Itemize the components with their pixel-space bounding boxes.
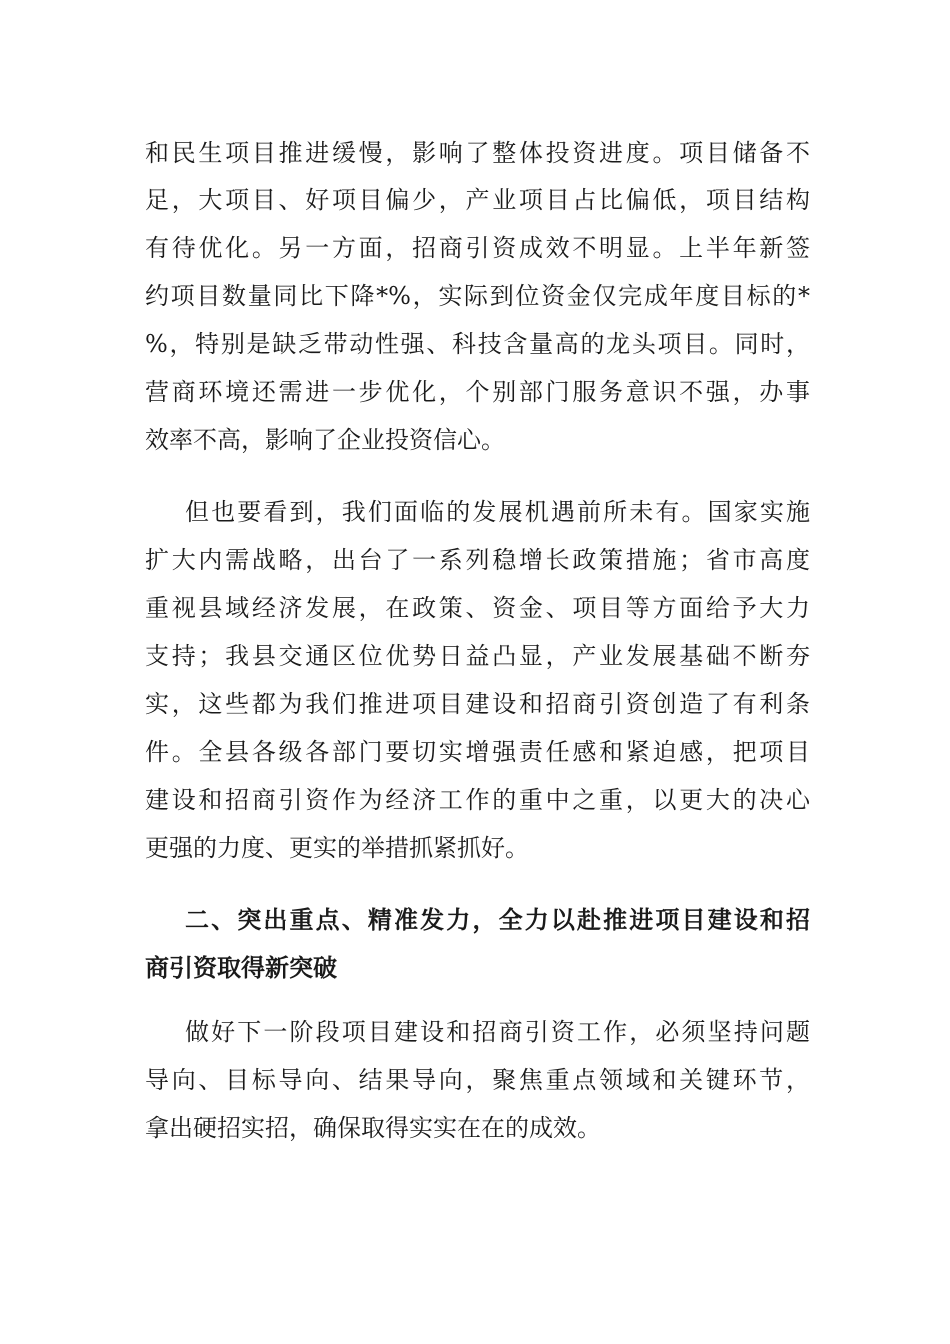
paragraph-2-line-5: 实，这些都为我们推进项目建设和招商引资创造了有利条 — [145, 690, 810, 718]
paragraph-2-line-8: 更强的力度、更实的举措抓紧抓好。 — [145, 834, 529, 862]
paragraph-1-line-4: 约项目数量同比下降*%，实际到位资金仅完成年度目标的* — [145, 282, 810, 310]
paragraph-2-line-4: 支持；我县交通区位优势日益凸显，产业发展基础不断夯 — [145, 642, 810, 670]
paragraph-2-line-3: 重视县域经济发展，在政策、资金、项目等方面给予大力 — [145, 594, 810, 622]
paragraph-3-line-1: 做好下一阶段项目建设和招商引资工作，必须坚持问题 — [185, 1018, 810, 1046]
paragraph-2-line-7: 建设和招商引资作为经济工作的重中之重，以更大的决心 — [145, 786, 810, 814]
paragraph-3-line-2: 导向、目标导向、结果导向，聚焦重点领域和关键环节， — [145, 1066, 810, 1094]
paragraph-2-line-1: 但也要看到，我们面临的发展机遇前所未有。国家实施 — [185, 498, 810, 526]
paragraph-1-line-3: 有待优化。另一方面，招商引资成效不明显。上半年新签 — [145, 234, 810, 262]
paragraph-2-line-6: 件。全县各级各部门要切实增强责任感和紧迫感，把项目 — [145, 738, 810, 766]
paragraph-1-line-5: %，特别是缺乏带动性强、科技含量高的龙头项目。同时， — [145, 330, 810, 358]
section-heading-line-1: 二、突出重点、精准发力，全力以赴推进项目建设和招 — [185, 906, 810, 934]
section-heading-line-2: 商引资取得新突破 — [145, 954, 337, 982]
paragraph-1-line-2: 足，大项目、好项目偏少，产业项目占比偏低，项目结构 — [145, 186, 810, 214]
paragraph-2-line-2: 扩大内需战略，出台了一系列稳增长政策措施；省市高度 — [145, 546, 810, 574]
paragraph-1-line-7: 效率不高，影响了企业投资信心。 — [145, 426, 505, 454]
paragraph-3-line-3: 拿出硬招实招，确保取得实实在在的成效。 — [145, 1114, 601, 1142]
paragraph-1-line-1: 和民生项目推进缓慢，影响了整体投资进度。项目储备不 — [145, 139, 810, 167]
paragraph-1-line-6: 营商环境还需进一步优化，个别部门服务意识不强，办事 — [145, 378, 810, 406]
